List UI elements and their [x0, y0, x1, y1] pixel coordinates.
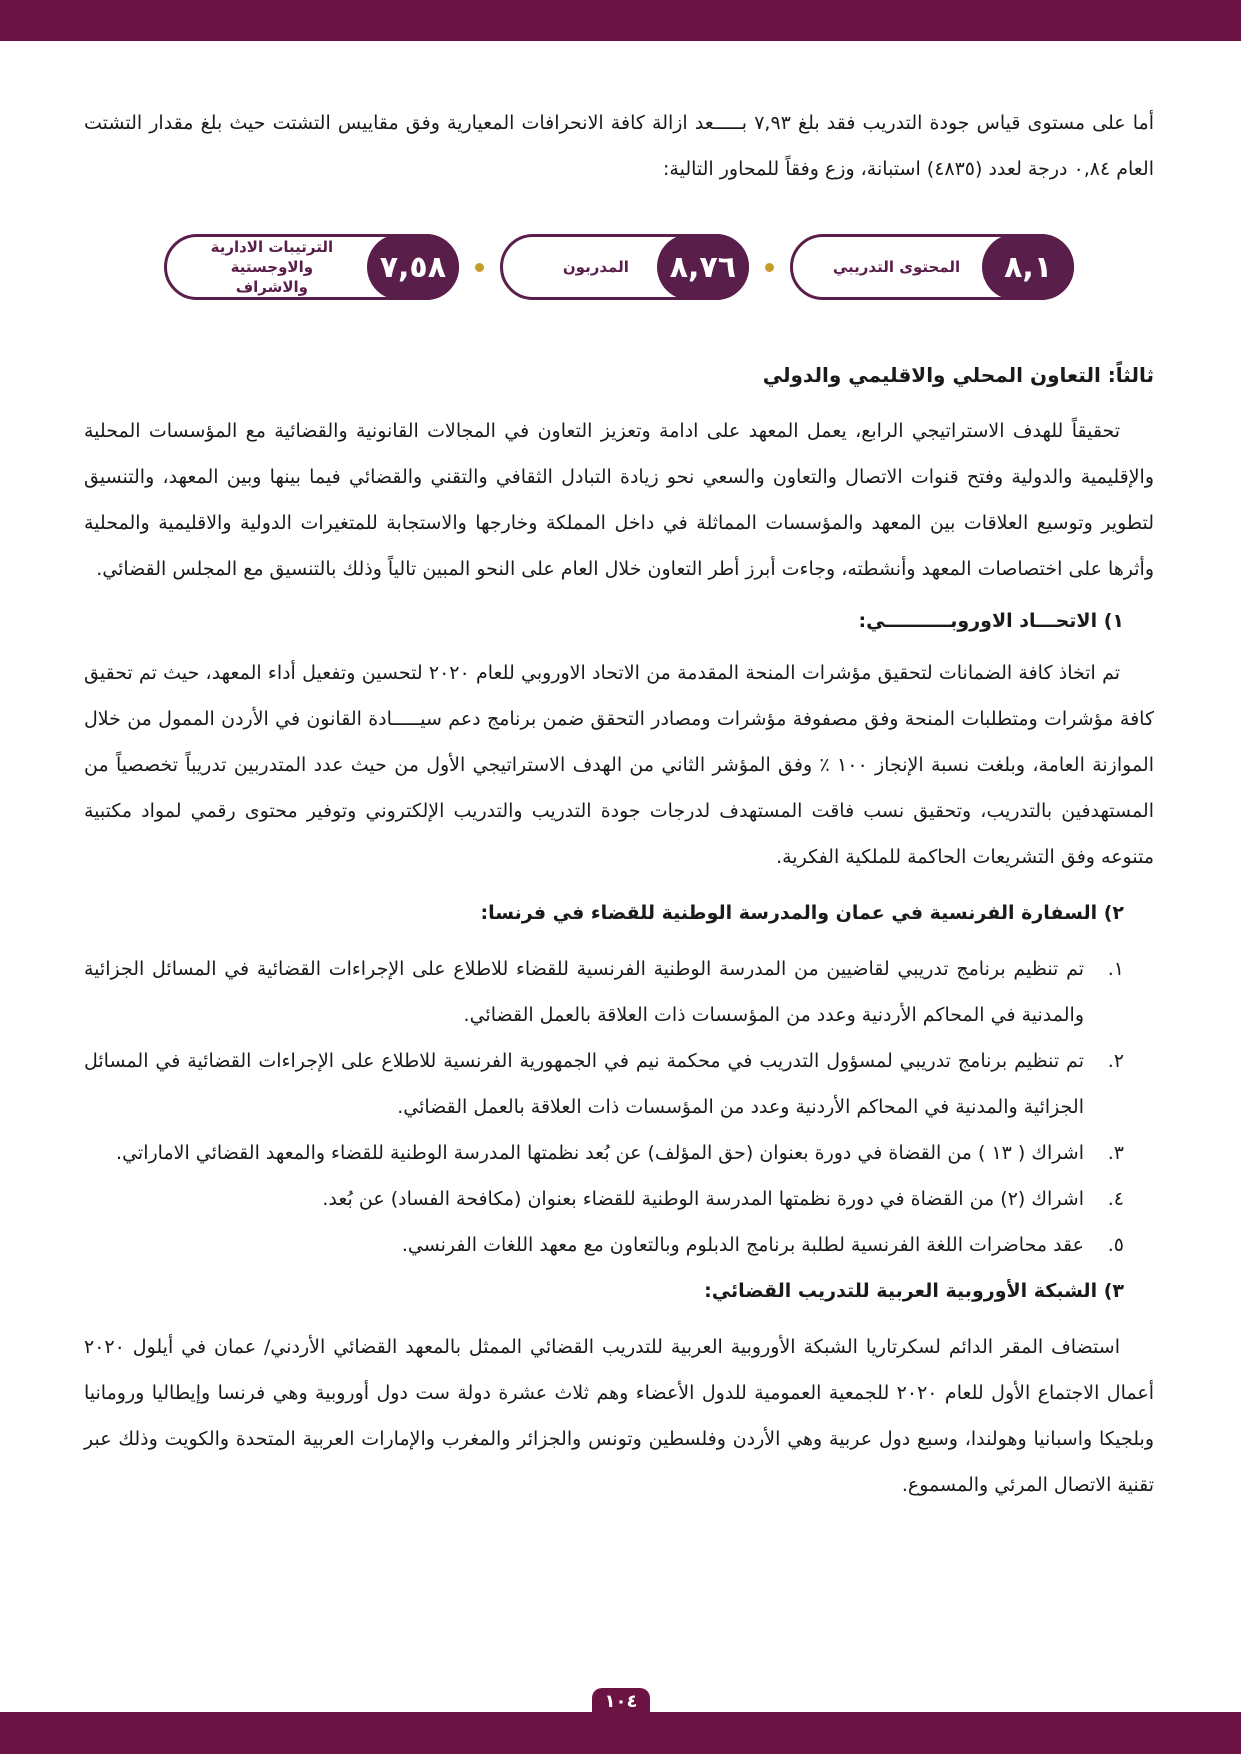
stat-training-content	[790, 234, 1074, 300]
france-activities-list	[84, 946, 1154, 1268]
list-item-text: اشراك (٢) من القضاة في دورة نظمتها المدرسة الوطنية للقضاء بعنوان (مكافحة الفساد) عن بُعد.	[322, 1188, 1084, 1210]
stat-administrative-arrangements	[164, 234, 459, 300]
list-item-text: تم تنظيم برنامج تدريبي لقاضيين من المدرسة الوطنية الفرنسية للقضاء للاطلاع على الإجراءات القضائية في المسائل الجزائية والمدنية في المحاكم الأردنية وعدد من المؤسسات ذات العلاقة بالعمل القضائي.	[84, 958, 1084, 1026]
list-item	[84, 1038, 1154, 1130]
stat-label: الترتيبات الادارية والاوجستية والاشراف	[210, 238, 334, 296]
stat-label: المدربون	[562, 258, 629, 276]
separator-dot	[765, 263, 774, 272]
subsection-heading-france: ٢) السفارة الفرنسية في عمان والمدرسة الوطنية للقضاء في فرنسا:	[480, 902, 1124, 924]
list-item-text: اشراك ( ١٣ ) من القضاة في دورة بعنوان (حق المؤلف) عن بُعد نظمتها المدرسة الوطنية للقضاء والمعهد القضائي الاماراتي.	[116, 1142, 1084, 1164]
list-item	[84, 946, 1154, 1038]
section-heading-cooperation: ثالثاً: التعاون المحلي والاقليمي والدولي	[762, 363, 1154, 387]
subsection-heading-network: ٣) الشبكة الأوروبية العربية للتدريب القضائي:	[704, 1280, 1124, 1302]
page-content	[84, 100, 1154, 1508]
top-header-band	[0, 0, 1241, 41]
network-paragraph: استضاف المقر الدائم لسكرتاريا الشبكة الأوروبية العربية للتدريب القضائي الممثل بالمعهد القضائي الأردني/ عمان في أيلول ٢٠٢٠ أعمال الاجتماع الأول للعام ٢٠٢٠ للجمعية العمومية للدول الأعضاء وهم ثلاث عشرة دولة ست دول أوروبية وهي فرنسا وإيطاليا ورومانيا وبلجيكا واسبانيا وهولندا، وسبع دول عربية وهي الأردن وفلسطين وتونس والجزائر والمغرب والإمارات العربية المتحدة والكويت وذلك عبر تقنية الاتصال المرئي والمسموع.	[84, 1336, 1154, 1496]
list-item-number: ١.	[1107, 958, 1124, 980]
stat-label: المحتوى التدريبي	[832, 258, 961, 276]
separator-dot	[475, 263, 484, 272]
list-item	[84, 1130, 1154, 1176]
subsection-heading-eu: ١) الاتحـــاد الاوروبــــــــــي:	[858, 610, 1124, 632]
list-item	[84, 1176, 1154, 1222]
training-quality-stats	[84, 230, 1154, 304]
intro-paragraph: أما على مستوى قياس جودة التدريب فقد بلغ ٧,٩٣ بـــــعد ازالة كافة الانحرافات المعيارية وفق مقاييس التشتت حيث بلغ مقدار التشتت العام ٠,٨٤ درجة لعدد (٤٨٣٥) استبانة، وزع وفقاً للمحاور التالية:	[84, 112, 1155, 180]
list-item-number: ٤.	[1107, 1188, 1124, 1210]
eu-paragraph: تم اتخاذ كافة الضمانات لتحقيق مؤشرات المنحة المقدمة من الاتحاد الاوروبي للعام ٢٠٢٠ لتحسين وتفعيل أداء المعهد، حيث تم تحقيق كافة مؤشرات ومتطلبات المنحة وفق مصفوفة مؤشرات ومصادر التحقق ضمن برنامج دعم سيـــــادة القانون في الأردن الممول من خلال الموازنة العامة، وبلغت نسبة الإنجاز ١٠٠ ٪ وفق المؤشر الثاني من الهدف الاستراتيجي الأول من حيث عدد المتدربين تدريباً تخصصياً من المستهدفين بالتدريب، وتحقيق نسب فاقت المستهدف لدرجات جودة التدريب والتدريب الإلكتروني وتوفير محتوى رقمي لمواد مكتبية متنوعه وفق التشريعات الحاكمة للملكية الفكرية.	[84, 662, 1154, 868]
cooperation-paragraph: تحقيقاً للهدف الاستراتيجي الرابع، يعمل المعهد على ادامة وتعزيز التعاون في المجالات القانونية والقضائية مع المؤسسات المحلية والإقليمية والدولية وفتح قنوات الاتصال والتعاون والسعي نحو زيادة التبادل الثقافي والتقني والقضائي فيما بينها وبين المعهد، والتنسيق لتطوير وتوسيع العلاقات بين المعهد والمؤسسات المماثلة في داخل المملكة وخارجها والاستجابة للمتغيرات الدولية والاقليمية والمحلية وأثرها على اختصاصات المعهد وأنشطته، وجاءت أبرز أطر التعاون خلال العام على النحو المبين تالياً وذلك بالتنسيق مع المجلس القضائي.	[84, 420, 1154, 580]
list-item-text: تم تنظيم برنامج تدريبي لمسؤول التدريب في محكمة نيم في الجمهورية الفرنسية للاطلاع على الإجراءات القضائية في المسائل الجزائية والمدنية في المحاكم الأردنية وعدد من المؤسسات ذات العلاقة بالعمل القضائي.	[84, 1050, 1084, 1118]
stat-value: ٧,٥٨	[367, 234, 459, 300]
bottom-footer-band	[0, 1712, 1241, 1754]
stat-value: ٨,١	[982, 234, 1074, 300]
stat-value: ٨,٧٦	[657, 234, 749, 300]
list-item-text: عقد محاضرات اللغة الفرنسية لطلبة برنامج الدبلوم وبالتعاون مع معهد اللغات الفرنسي.	[401, 1234, 1084, 1256]
list-item-number: ٢.	[1107, 1050, 1124, 1072]
list-item-number: ٥.	[1107, 1234, 1124, 1256]
stat-trainers	[500, 234, 749, 300]
list-item	[84, 1222, 1154, 1268]
page-number: ١٠٤	[592, 1688, 650, 1714]
list-item-number: ٣.	[1107, 1142, 1124, 1164]
